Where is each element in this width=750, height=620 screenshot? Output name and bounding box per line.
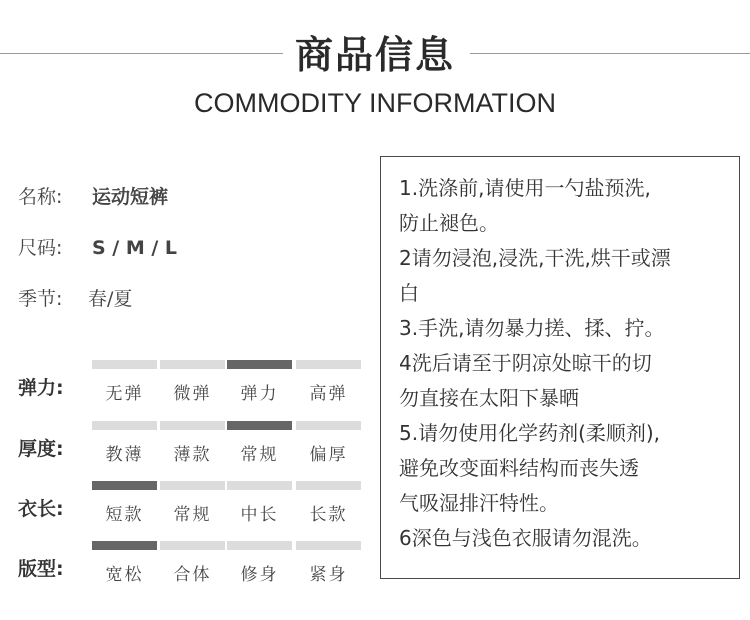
info-name-row <box>18 182 168 209</box>
care-line: 5.请勿使用化学药剂(柔顺剂), <box>399 421 661 445</box>
attribute-label: 弹力: <box>18 377 64 399</box>
scale-bar <box>92 360 157 369</box>
scale-option-label: 无弹 <box>105 384 144 404</box>
care-line: 勿直接在太阳下暴晒 <box>399 386 579 410</box>
care-line: 避免改变面料结构而丧失透 <box>399 456 639 480</box>
scale-option-label: 紧身 <box>309 565 348 585</box>
scale-option-label: 教薄 <box>105 445 144 465</box>
scale-bar <box>160 541 225 550</box>
scale-bar <box>160 360 225 369</box>
scale-option-label: 薄款 <box>173 445 212 465</box>
scale-option-label: 长款 <box>309 505 348 525</box>
scale-bar-selected <box>227 360 292 369</box>
info-size-label: 尺码: <box>18 237 63 259</box>
scale-option-label: 宽松 <box>105 565 144 585</box>
attribute-label: 衣长: <box>18 498 64 520</box>
attribute-label: 版型: <box>18 558 64 580</box>
scale-bar-selected <box>227 421 292 430</box>
scale-bar <box>296 541 361 550</box>
scale-bar-selected <box>92 481 157 490</box>
care-line: 白 <box>399 281 419 305</box>
care-line: 防止褪色。 <box>399 211 499 235</box>
scale-bar <box>296 360 361 369</box>
attribute-label: 厚度: <box>18 438 64 460</box>
care-line: 3.手洗,请勿暴力搓、揉、拧。 <box>399 316 665 340</box>
info-season-label: 季节: <box>18 288 63 310</box>
scale-option-label: 常规 <box>240 445 279 465</box>
care-instructions-box <box>380 156 740 579</box>
scale-option-label: 短款 <box>105 505 144 525</box>
info-size-value: S / M / L <box>92 237 178 259</box>
info-name-value: 运动短裤 <box>92 186 169 208</box>
scale-bar <box>160 421 225 430</box>
scale-option-label: 微弹 <box>173 384 212 404</box>
scale-option-label: 修身 <box>240 565 279 585</box>
care-line: 6深色与浅色衣服请勿混洗。 <box>399 526 652 550</box>
info-season-value: 春/夏 <box>88 288 133 310</box>
care-line: 1.洗涤前,请使用一勺盐预洗, <box>399 176 651 200</box>
section-title-cn: 商品信息 <box>294 33 455 77</box>
care-line: 2请勿浸泡,浸洗,干洗,烘干或漂 <box>399 246 671 270</box>
scale-bar <box>227 541 292 550</box>
scale-bar <box>160 481 225 490</box>
info-size-row <box>18 233 177 260</box>
scale-option-label: 常规 <box>173 505 212 525</box>
info-season-row <box>18 284 132 311</box>
info-name-label: 名称: <box>18 186 63 208</box>
scale-bar <box>227 481 292 490</box>
scale-option-label: 偏厚 <box>309 445 348 465</box>
scale-bar-selected <box>92 541 157 550</box>
scale-option-label: 弹力 <box>240 384 279 404</box>
scale-bar <box>296 421 361 430</box>
section-title-en: COMMODITY INFORMATION <box>194 88 556 118</box>
scale-option-label: 中长 <box>240 505 279 525</box>
care-line: 4洗后请至于阴凉处晾干的切 <box>399 351 652 375</box>
scale-bar <box>92 421 157 430</box>
scale-option-label: 合体 <box>173 565 212 585</box>
scale-bar <box>296 481 361 490</box>
care-line: 气吸湿排汗特性。 <box>399 491 559 515</box>
scale-option-label: 高弹 <box>309 384 348 404</box>
